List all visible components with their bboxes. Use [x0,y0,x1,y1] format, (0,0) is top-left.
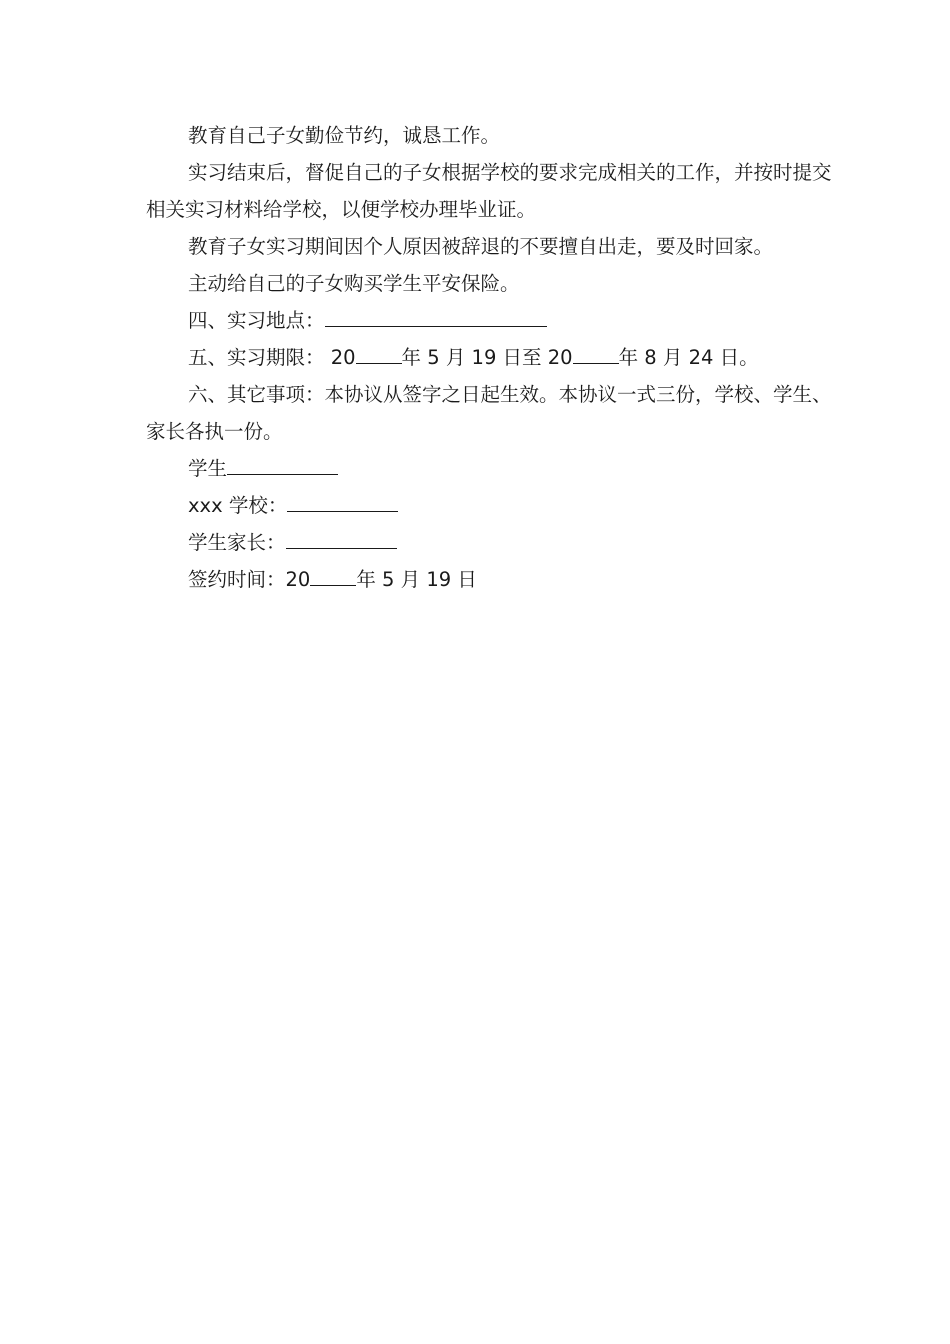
student-signature-line [146,450,836,487]
internship-period-label: 五、实习期限： [188,346,325,369]
paragraph-frugal: 教育自己子女勤俭节约，诚恳工作。 [188,124,501,147]
period-start-year-blank[interactable] [356,341,402,364]
student-signature-label: 学生 [188,457,228,480]
internship-period-line [146,339,836,376]
signing-date-line [146,561,836,598]
internship-location-label: 四、实习地点： [188,309,325,332]
parent-signature-blank[interactable] [286,526,397,549]
parent-signature-label: 学生家长： [188,531,286,554]
paragraph-after-internship: 实习结束后，督促自己的子女根据学校的要求完成相关的工作，并按时提交相关实习材料给学校，以便学校办理毕业证。 [146,161,832,221]
paragraph-insurance: 主动给自己的子女购买学生平安保险。 [188,272,520,295]
period-start-rest: 年 5 月 19 日至 20 [401,346,573,369]
period-end-year-blank[interactable] [573,341,619,364]
school-signature-blank[interactable] [287,489,398,512]
document-body [146,117,836,598]
school-signature-label: xxx 学校： [188,494,288,517]
student-signature-blank[interactable] [227,452,338,475]
other-matters-paragraph: 六、其它事项：本协议从签字之日起生效。本协议一式三份，学校、学生、家长各执一份。 [146,383,832,443]
parent-signature-line [146,524,836,561]
period-end-rest: 年 8 月 24 日。 [618,346,759,369]
signing-date-rest: 年 5 月 19 日 [356,568,477,591]
paragraph-dismissal: 教育子女实习期间因个人原因被辞退的不要擅自出走，要及时回家。 [188,235,774,258]
signing-date-label: 签约时间：20 [188,568,311,591]
school-signature-line [146,487,836,524]
internship-location-line [146,302,836,339]
signing-date-year-blank[interactable] [310,563,356,586]
internship-location-blank[interactable] [325,304,547,327]
period-start-year-prefix: 20 [330,346,356,369]
